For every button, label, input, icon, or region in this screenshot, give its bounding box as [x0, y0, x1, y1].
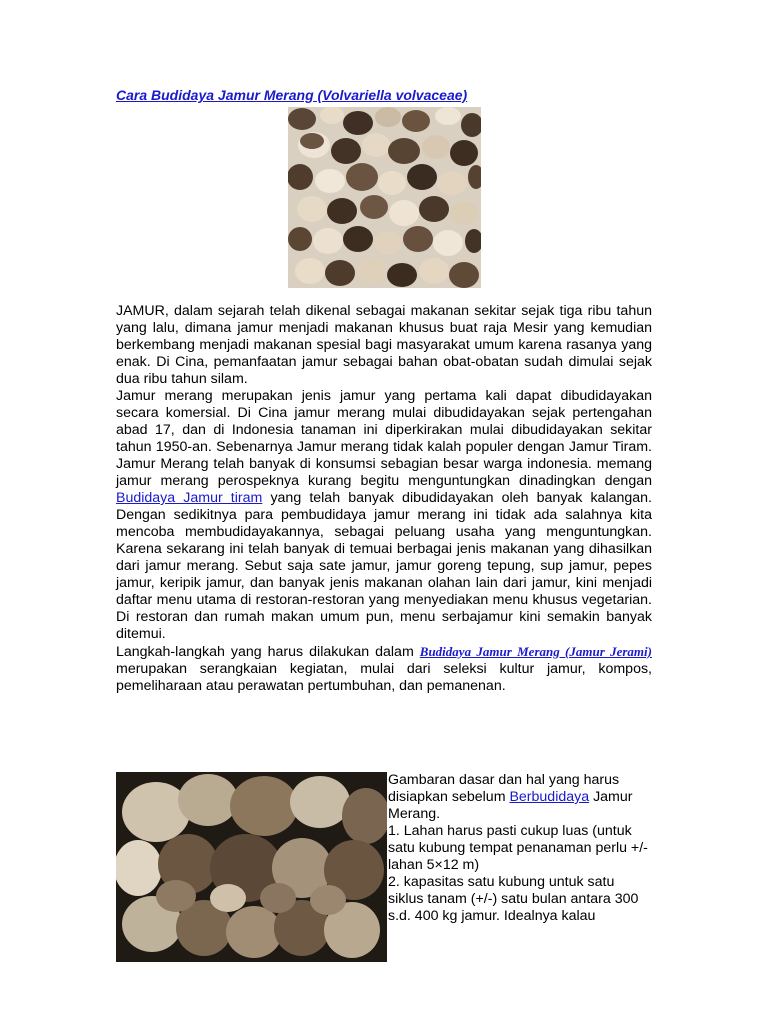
article-body — [116, 303, 652, 695]
paragraph-text: Jamur merang merupakan jenis jamur yang pertama kali dapat dibudidayakan secara komersial. Di Cina jamur merang mulai dibudidayakan sejak pertengahan abad 17, dan di Indonesia tanaman ini diperkirakan mulai dibudidayakan sekitar tahun 1950-an. Sebenarnya Jamur merang tidak kalah populer dengan Jamur Tiram. Jamur Merang telah banyak di konsumsi sebagian besar warga indonesia. memang jamur merang perospeknya kurang begitu menguntungkan dinadingkan dengan — [116, 388, 652, 489]
side-text: Gambaran dasar dan hal yang harus disiapkan sebelum — [388, 772, 620, 805]
paragraph-text: merupakan serangkaian kegiatan, mulai dari seleksi kultur jamur, kompos, pemeliharaan atau perawatan pertumbuhan, dan pemanenan. — [116, 661, 652, 694]
side-text-block — [388, 772, 648, 925]
budidaya-jamur-tiram-link[interactable]: Budidaya Jamur tiram — [116, 490, 263, 506]
side-item-2: 2. kapasitas satu kubung untuk satu siklus tanam (+/-) satu bulan antara 300 s.d. 400 kg jamur. Idealnya kalau — [388, 874, 639, 924]
paragraph-text: yang telah banyak dibudidayakan oleh banyak kalangan. Dengan sedikitnya para pembudidaya jamur merang ini tidak ada salahnya kita mencoba membudidayakannya, sebagai peluang usaha yang menguntungkan. Karena sekarang ini telah banyak di temuai berbagai jenis makanan yang dihasilkan dari jamur merang. Sebut saja sate jamur, jamur goreng tepung, sup jamur, pepes jamur, keripik jamur, dan banyak jenis makanan olahan lain dari jamur, kini menjadi daftar menu utama di restoran-restoran yang menyediakan menu khusus vegetarian. Di restoran dan rumah makan umum pun, menu serbajamur kini semakin banyak ditemui. — [116, 490, 652, 642]
side-item-1: 1. Lahan harus pasti cukup luas (untuk satu kubung tempat penanaman perlu +/- lahan 5×12 m) — [388, 823, 648, 873]
mushroom-photo-bottom — [116, 772, 387, 962]
article-title-link[interactable]: Cara Budidaya Jamur Merang (Volvariella volvaceae) — [116, 87, 468, 103]
berbudidaya-link[interactable]: Berbudidaya — [509, 789, 590, 805]
budidaya-jamur-merang-link[interactable]: Budidaya Jamur Merang (Jamur Jerami) — [419, 644, 652, 659]
paragraph-jamur-merang — [116, 388, 652, 643]
paragraph-text: Langkah-langkah yang harus dilakukan dalam — [116, 644, 420, 660]
side-text: Jamur Merang. — [388, 789, 633, 822]
side-intro — [388, 772, 648, 823]
paragraph-intro: JAMUR, dalam sejarah telah dikenal sebagai makanan sekitar sejak tiga ribu tahun yang lalu, dimana jamur menjadi makanan khusus buat raja Mesir yang kemudian berkembang menjadi makanan spesial bagi masyarakat umum karena rasanya yang enak. Di Cina, pemanfaatan jamur sebagai bahan obat-obatan sudah dimulai sejak dua ribu tahun silam. — [116, 303, 652, 387]
paragraph-langkah — [116, 643, 652, 695]
mushroom-photo-top — [288, 107, 481, 288]
